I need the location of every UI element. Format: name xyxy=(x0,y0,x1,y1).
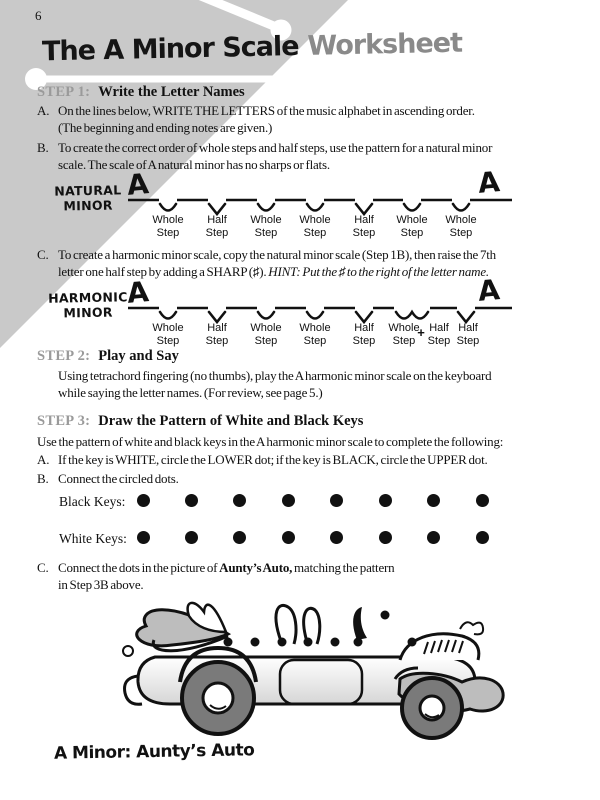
page-number: 6 xyxy=(35,8,42,23)
item-text-line: If the key is WHITE, circle the LOWER dot; if the key is BLACK, circle the UPPER dot. xyxy=(58,452,488,467)
diagram-name-line: HARMONIC xyxy=(47,289,128,306)
interval-mark-cup xyxy=(258,204,274,211)
seat-back-swoosh xyxy=(353,607,367,640)
step3-label: STEP 3: xyxy=(37,413,91,429)
item-letter: B. xyxy=(37,471,49,486)
interval-label: + xyxy=(417,325,425,340)
item-text-line: (The beginning and ending notes are given.) xyxy=(58,119,273,135)
hint-lead: letter one half step by adding a SHARP (♯). xyxy=(58,263,269,279)
step3-intro: Use the pattern of white and black keys in the A harmonic minor scale to complete the following: xyxy=(37,434,504,449)
step1-label: STEP 1: xyxy=(37,84,91,100)
diagram-name-line: MINOR xyxy=(63,197,113,214)
item-text-line: To create a harmonic minor scale, copy the natural minor scale (Step 1B), then raise the 7th xyxy=(58,247,496,262)
interval-label: Whole Step xyxy=(152,214,184,239)
black-key-dot xyxy=(185,494,198,507)
item-letter: B. xyxy=(37,140,49,155)
hood-ornament xyxy=(460,622,483,634)
interval-mark-vee xyxy=(209,312,225,322)
car-connect-dot xyxy=(304,638,313,647)
step2-label: STEP 2: xyxy=(37,348,91,364)
white-key-dot xyxy=(476,531,489,544)
interval-label: Whole Step xyxy=(299,322,331,347)
interval-label: Whole Step xyxy=(396,214,428,239)
black-keys-label: Black Keys: xyxy=(59,494,126,509)
white-key-dot xyxy=(282,531,295,544)
black-key-dot xyxy=(137,494,150,507)
black-key-dot xyxy=(427,494,440,507)
white-key-dot xyxy=(330,531,343,544)
white-key-dot xyxy=(379,531,392,544)
step3-heading-row xyxy=(37,413,363,430)
step1-item-a xyxy=(37,103,475,136)
step1-item-b xyxy=(37,140,492,173)
step3-item-b xyxy=(37,471,179,488)
car-connect-dot xyxy=(381,611,390,620)
item-text-line xyxy=(58,264,496,281)
interval-label: Half Step xyxy=(205,322,229,347)
car-caption: A Minor: Aunty’s Auto xyxy=(53,740,255,764)
interval-mark-vee xyxy=(356,204,372,214)
interval-label: Half Step xyxy=(456,322,480,347)
step3-item-a xyxy=(37,452,488,469)
white-keys-label: White Keys: xyxy=(59,531,127,546)
harmonic-start-note: A xyxy=(125,275,151,310)
interval-mark-cup xyxy=(160,204,176,211)
item-c-lead: Connect the dots in the picture of xyxy=(58,560,220,575)
interval-mark-cup xyxy=(307,312,323,319)
interval-label: Half Step xyxy=(205,214,229,239)
white-key-dot xyxy=(185,531,198,544)
windshield-frame-left xyxy=(276,605,296,644)
black-key-dot xyxy=(476,494,489,507)
step1-item-c xyxy=(37,247,496,280)
step3-heading: Draw the Pattern of White and Black Keys xyxy=(98,413,364,429)
car-connect-dot xyxy=(224,638,233,647)
step2-heading-row xyxy=(37,348,179,365)
diagram-name-line: NATURAL xyxy=(54,182,122,199)
rear-loop-detail xyxy=(123,646,133,656)
interval-label: Whole Step xyxy=(152,322,184,347)
black-key-dot xyxy=(330,494,343,507)
item-letter: C. xyxy=(37,560,49,575)
interval-mark-cup xyxy=(160,312,176,319)
step2-heading: Play and Say xyxy=(98,348,179,364)
item-text-line: On the lines below, WRITE THE LETTERS of the music alphabet in ascending order. xyxy=(58,103,475,118)
interval-mark-cup xyxy=(404,204,420,211)
interval-label: Whole Step xyxy=(250,322,282,347)
interval-mark-doublecup xyxy=(396,312,428,319)
car-connect-dot xyxy=(354,638,363,647)
item-c-tail: matching the pattern xyxy=(292,560,395,575)
interval-label: Whole Step xyxy=(388,322,420,347)
interval-label: Half Step xyxy=(352,214,376,239)
item-text-line: To create the correct order of whole steps and half steps, use the pattern for a natural minor xyxy=(58,140,493,155)
item-letter: A. xyxy=(37,103,50,118)
interval-label: Half Step xyxy=(427,322,451,347)
interval-label: Whole Step xyxy=(445,214,477,239)
item-letter: C. xyxy=(37,247,49,262)
natural-start-note: A xyxy=(125,167,151,202)
white-key-dot xyxy=(137,531,150,544)
car-connect-dot xyxy=(251,638,260,647)
title-accent: Worksheet xyxy=(307,27,463,62)
step2-text-line: Using tetrachord fingering (no thumbs), play the A harmonic minor scale on the keyboard xyxy=(58,368,492,383)
interval-mark-cup xyxy=(453,204,469,211)
title-main: The A Minor Scale xyxy=(41,31,299,68)
car-connect-dot xyxy=(278,638,287,647)
interval-mark-vee xyxy=(356,312,372,322)
black-key-dot xyxy=(282,494,295,507)
item-text-line: scale. The scale of A natural minor has no sharps or flats. xyxy=(58,156,330,172)
interval-label: Half Step xyxy=(352,322,376,347)
diagram-name-line: MINOR xyxy=(63,304,113,321)
black-key-dot xyxy=(233,494,246,507)
step1-heading-row xyxy=(37,84,245,101)
item-text-line: Connect the circled dots. xyxy=(58,471,179,486)
interval-mark-cup xyxy=(258,312,274,319)
interval-mark-vee xyxy=(458,312,474,322)
black-key-dot xyxy=(379,494,392,507)
item-text-line: in Step 3B above. xyxy=(58,576,144,592)
white-key-dot xyxy=(233,531,246,544)
item-c-bold: Aunty’s Auto, xyxy=(219,560,293,575)
interval-mark-vee xyxy=(209,204,225,214)
interval-label: Whole Step xyxy=(299,214,331,239)
harmonic-end-note: A xyxy=(476,273,502,308)
item-text-line xyxy=(58,560,394,577)
natural-end-note: A xyxy=(476,165,502,200)
step1-heading: Write the Letter Names xyxy=(98,84,245,100)
interval-mark-cup xyxy=(307,204,323,211)
interval-label: Whole Step xyxy=(250,214,282,239)
car-connect-dot xyxy=(408,638,417,647)
step2-text-line: while saying the letter names. (For review, see page 5.) xyxy=(58,385,323,400)
hint-text: HINT: Put the ♯ to the right of the letter name. xyxy=(268,263,489,279)
item-letter: A. xyxy=(37,452,50,467)
auntys-auto-illustration xyxy=(110,582,540,747)
car-connect-dot xyxy=(331,638,340,647)
white-key-dot xyxy=(427,531,440,544)
